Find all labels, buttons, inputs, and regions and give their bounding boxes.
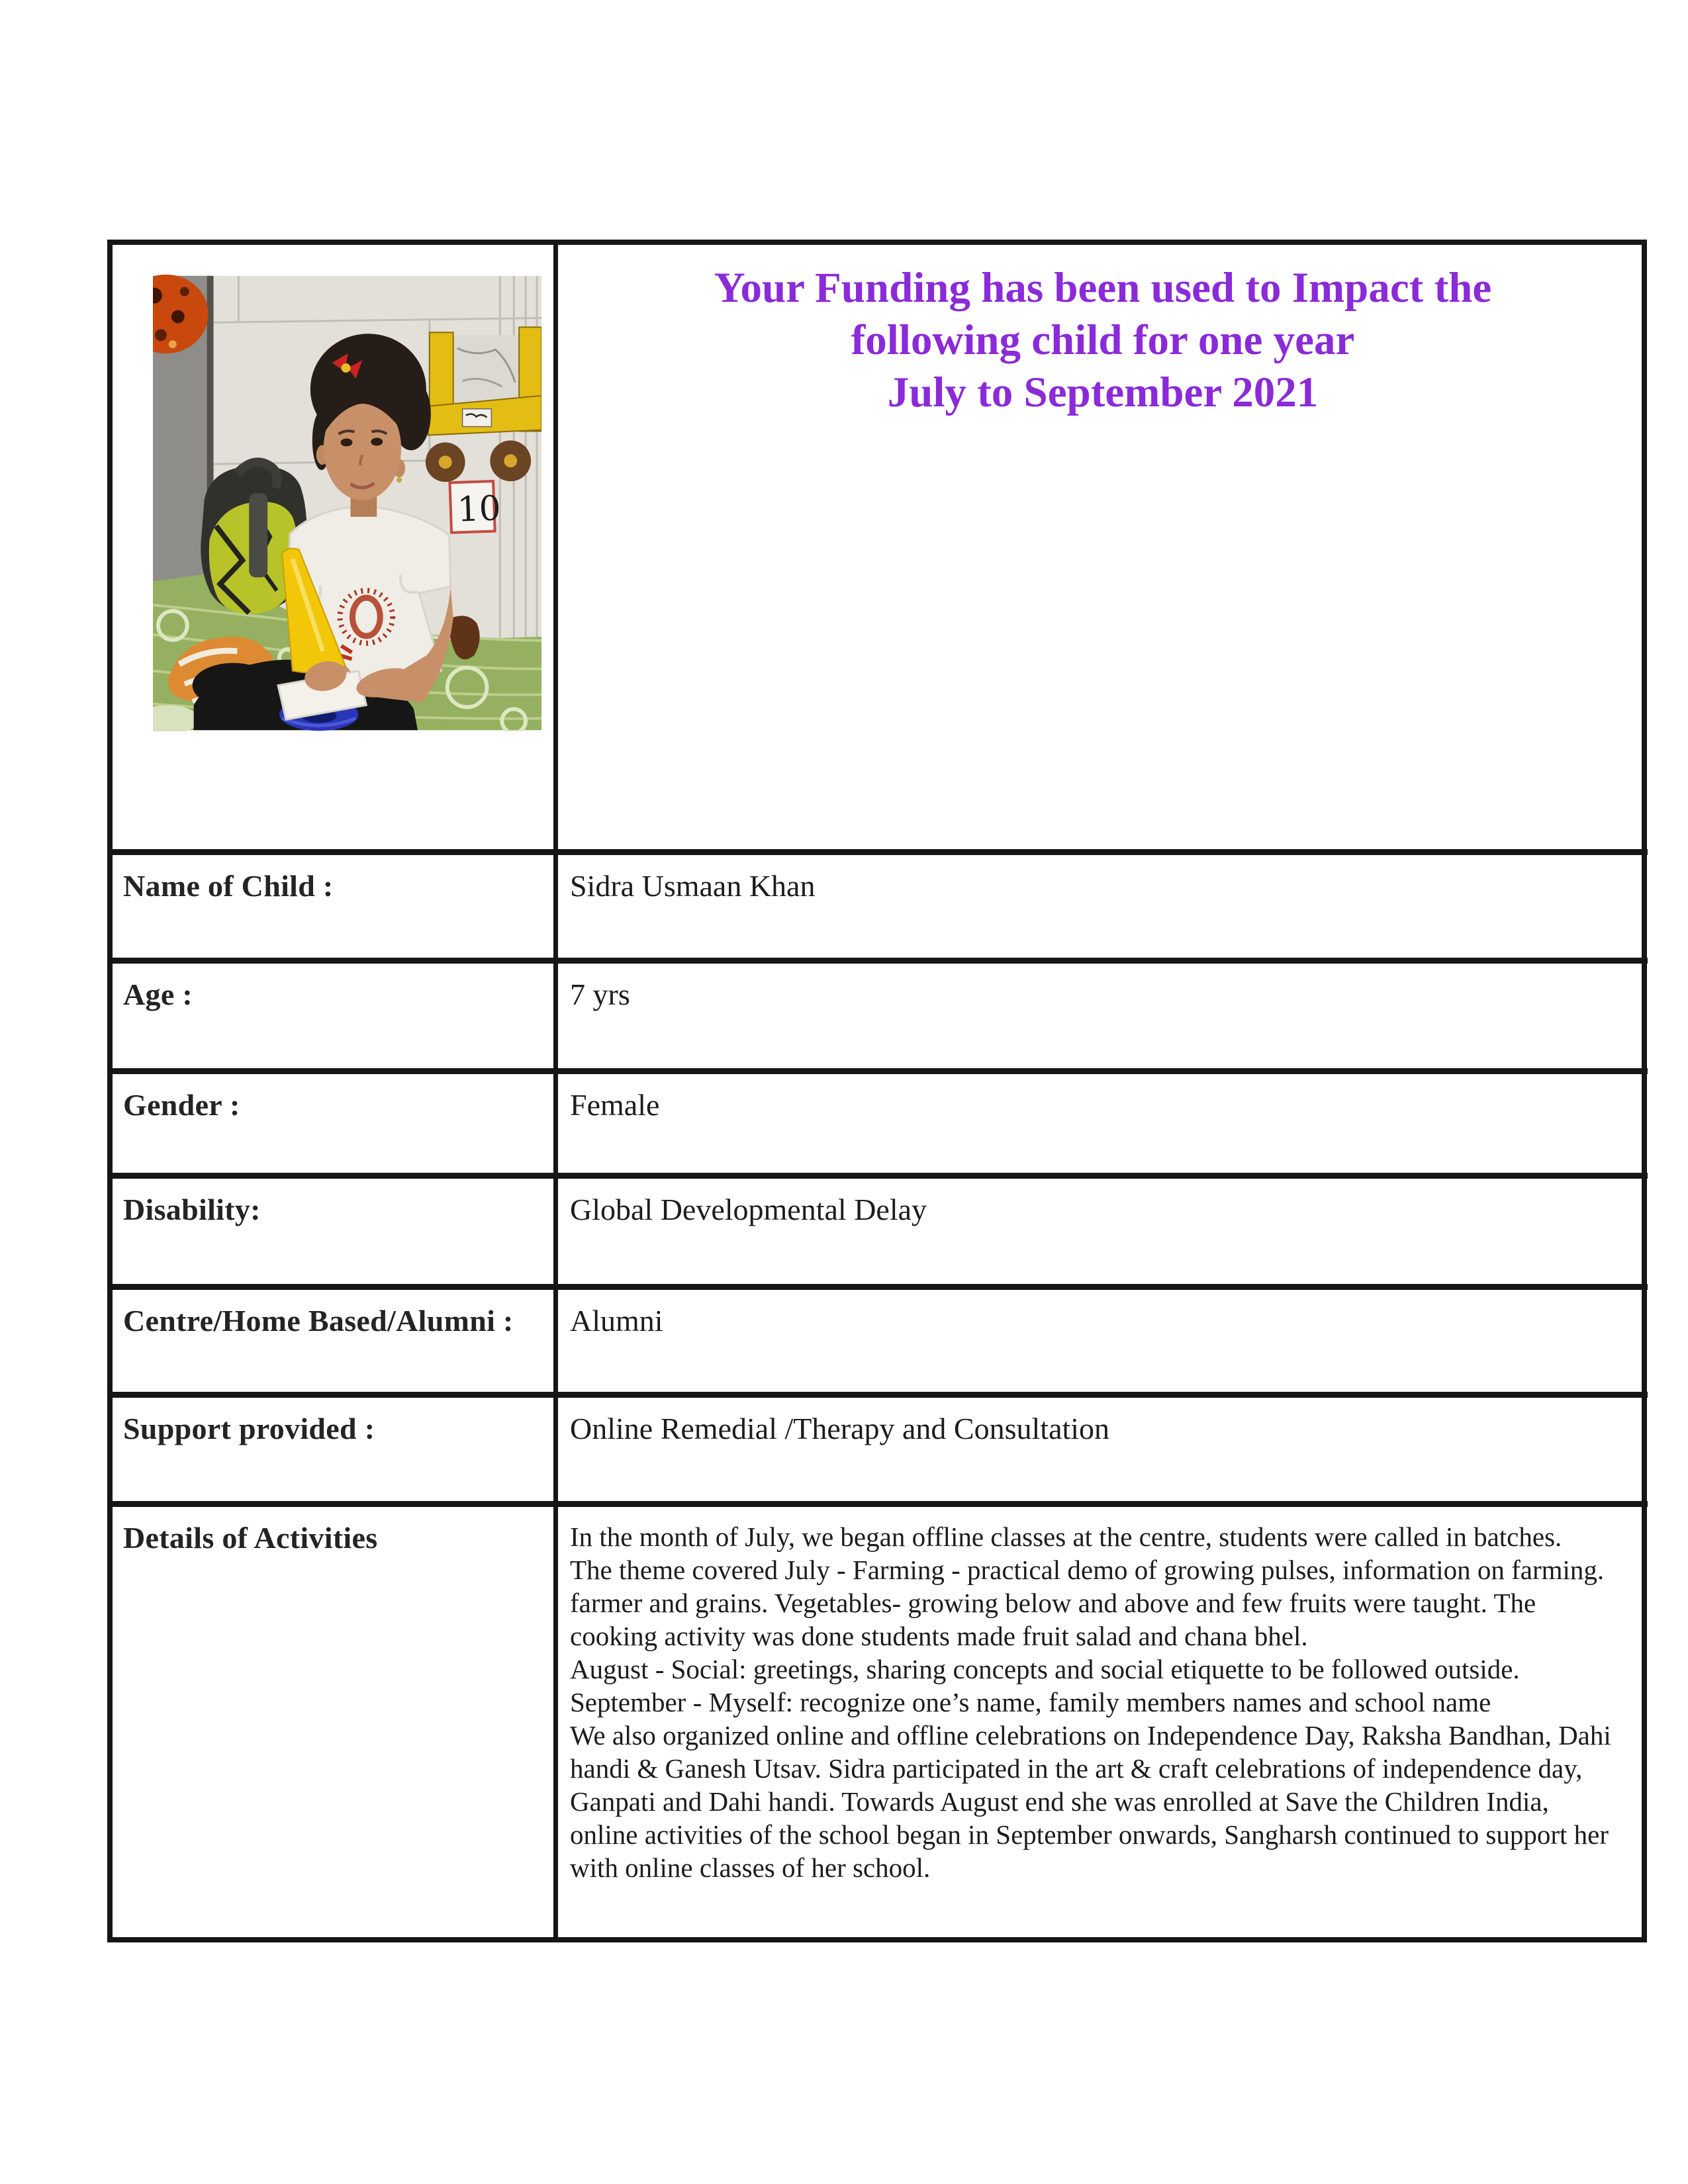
details-paragraph-1: In the month of July, we began offline classes at the centre, students were called in batches.	[570, 1522, 1562, 1552]
details-paragraph-2: The theme covered July - Farming - practical demo of growing pulses, information on farming. farmer and grains. Vegetables- growing below and above and few fruits were taught. The cooking activity was done students made fruit salad and chana bhel.	[570, 1555, 1605, 1651]
row-label-disability: Disability:	[113, 1173, 553, 1284]
row-value-centre-home-alumni: Alumni	[553, 1284, 1648, 1392]
details-paragraph-4: September - Myself: recognize one’s name, family members names and school name	[570, 1687, 1491, 1717]
row-value-details-of-activities	[553, 1501, 1648, 1937]
row-label-centre-home-alumni: Centre/Home Based/Alumni :	[113, 1284, 553, 1392]
title-line-3: July to September 2021	[887, 369, 1319, 416]
number-card	[449, 481, 501, 533]
row-value-name-of-child: Sidra Usmaan Khan	[553, 849, 1648, 958]
number-card-text: 10	[456, 488, 502, 530]
earring	[397, 477, 402, 482]
row-value-support-provided: Online Remedial /Therapy and Consultation	[553, 1392, 1648, 1501]
row-value-age: 7 yrs	[553, 958, 1648, 1068]
child-photo	[153, 275, 541, 731]
photo-cell	[113, 245, 553, 849]
title-cell	[553, 245, 1648, 849]
row-label-details-of-activities: Details of Activities	[113, 1501, 553, 1937]
title-line-2: following child for one year	[851, 316, 1355, 364]
row-label-name-of-child: Name of Child :	[113, 849, 553, 958]
title-line-1: Your Funding has been used to Impact the	[714, 264, 1492, 312]
truck-label-chip	[463, 409, 492, 427]
row-value-gender: Female	[553, 1068, 1648, 1173]
funding-report-table	[107, 240, 1647, 1942]
row-label-gender: Gender :	[113, 1068, 553, 1173]
row-label-support-provided: Support provided :	[113, 1392, 553, 1501]
details-paragraph-3: August - Social: greetings, sharing concepts and social etiquette to be followed outside.	[570, 1654, 1520, 1684]
details-paragraph-5: We also organized online and offline celebrations on Independence Day, Raksha Bandhan, Dahi handi & Ganesh Utsav. Sidra participated in the art & craft celebrations of independence day, Ganpati and Dahi handi. Towards August end she was enrolled at Save the Children India, online activities of the school began in September onwards, Sangharsh continued to support her with online classes of her school.	[570, 1720, 1611, 1883]
row-label-age: Age :	[113, 958, 553, 1068]
row-value-disability: Global Developmental Delay	[553, 1173, 1648, 1284]
